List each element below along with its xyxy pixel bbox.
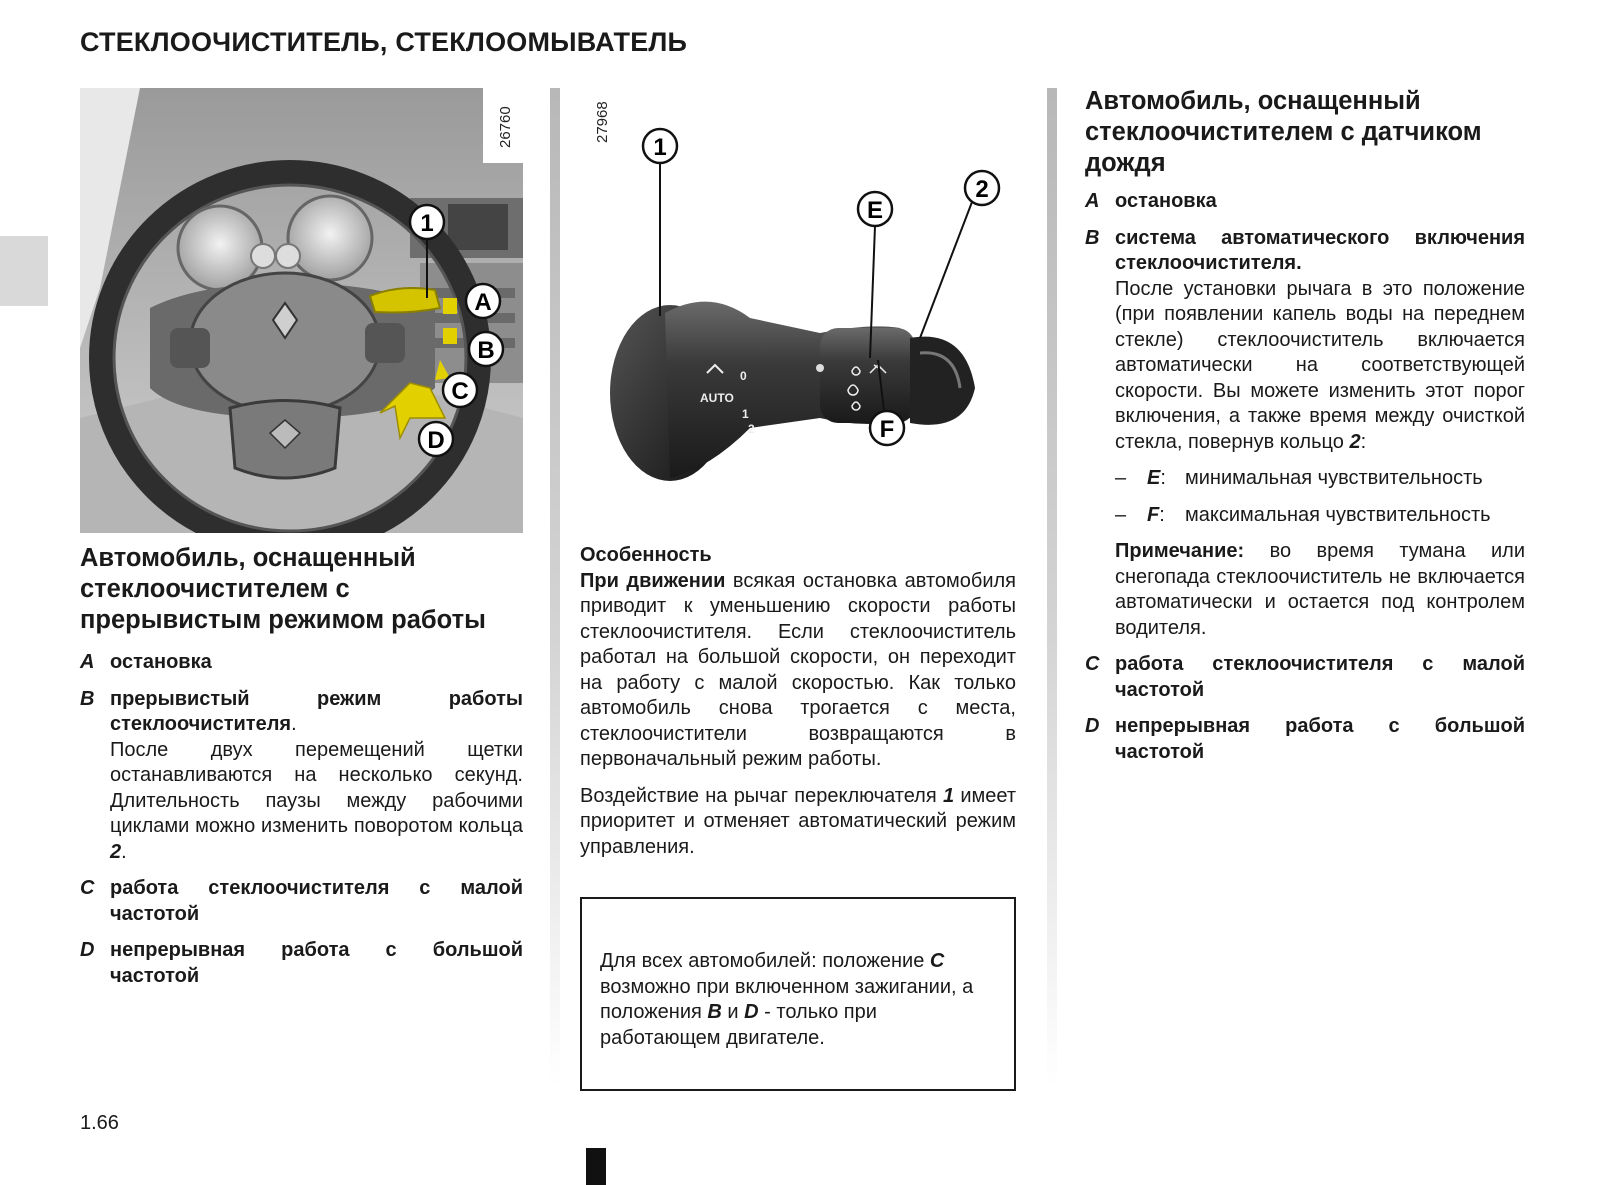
wiper-stalk-illustration xyxy=(580,88,1020,533)
rain-item-c: C работа стеклоочистителя с малой частотой xyxy=(1085,653,1525,701)
rain-item-b: B система автоматического включения стеклоочистителя. После установки рычага в это положение (при появлении капель воды на переднем стекле) стеклоочиститель включается автоматически на соответствующей скорости. Вы можете изменить этот порог включения, а также время между очисткой стекла, повернув кольцо 2: – E: минимальная чувствительность – F: максимальная чувствительность Примечание: во время тумана или снегопада стеклоочиститель не включается автоматически и остается под контролем водителя. xyxy=(1085,226,1525,642)
steering-wheel-figure xyxy=(80,88,523,533)
figure-ref-number: 27968 xyxy=(594,101,611,143)
left-column xyxy=(80,543,523,989)
ignition-note-box xyxy=(580,897,1016,1091)
ignition-note-text: Для всех автомобилей: положение C возможно при включенном зажигании, а положения B и D - только при работающем двигателе. xyxy=(600,950,974,1049)
mode-item-a: A остановка xyxy=(80,651,212,673)
stalk-label-auto: AUTO xyxy=(700,391,734,405)
figure-ref-number: 26760 xyxy=(497,106,514,148)
middle-column xyxy=(580,543,1016,860)
mode-item-c: C работа стеклоочистителя с малой частотой xyxy=(80,877,523,925)
mode-item-b: B прерывистый режим работы стеклоочистителя. После двух перемещений щетки останавливаются на несколько секунд. Длительность паузы между рабочими циклами можно изменить поворотом кольца 2. xyxy=(80,687,523,866)
sensitivity-item-f: – F: максимальная чувствительность xyxy=(1115,503,1491,526)
stalk-label-0: 0 xyxy=(740,369,747,383)
callout-1: 1 xyxy=(653,134,667,161)
page-title: СТЕКЛООЧИСТИТЕЛЬ, СТЕКЛООМЫВАТЕЛЬ xyxy=(80,27,688,57)
callout-2: 2 xyxy=(975,176,989,203)
page-edge-marker xyxy=(586,1148,606,1185)
special-note-title: Особенность xyxy=(580,544,712,566)
page-number: 1.66 xyxy=(80,1112,119,1134)
mode-b-description: После двух перемещений щетки останавливаются на несколько секунд. Длительность паузы между рабочими циклами можно изменить поворотом кольца 2. xyxy=(110,738,523,863)
steering-wheel-illustration xyxy=(80,88,523,533)
callout-a: A xyxy=(474,289,492,316)
special-note-text: При движении всякая остановка автомобиля приводит к уменьшению скорости работы стеклоочистителя. Если стеклоочиститель работал на большой скорости, он переходит на работу с малой скоростью. Как только автомобиль снова трогается с места, стеклоочистители возвращаются в первоначальный режим работы. xyxy=(580,569,1016,770)
callout-c: C xyxy=(451,378,469,405)
callout-f: F xyxy=(879,416,895,443)
mode-item-d: D непрерывная работа с большой частотой xyxy=(80,939,523,987)
rain-b-description: После установки рычага в это положение (при появлении капель воды на переднем стекле) стеклоочиститель включается автоматически на соответствующей скорости. Вы можете изменить этот порог включения, а также время между очисткой стекла, повернув кольцо 2: xyxy=(1115,277,1525,453)
stalk-label-2: 2 xyxy=(748,422,755,436)
column-separator xyxy=(550,88,560,1088)
wiper-stalk-figure xyxy=(580,88,1020,533)
callout-e: E xyxy=(866,197,884,224)
fog-note: Примечание: во время тумана или снегопада стеклоочиститель не включается автоматически и остается под контролем водителя. xyxy=(1115,540,1525,639)
section-heading-intermittent: Автомобиль, оснащенный стеклоочистителем с прерывистым режимом работы xyxy=(80,544,486,634)
right-column xyxy=(1085,86,1525,765)
callout-b: B xyxy=(477,337,495,364)
priority-note: Воздействие на рычаг переключателя 1 имеет приоритет и отменяет автоматический режим управления. xyxy=(580,784,1016,858)
callout-d: D xyxy=(427,427,445,454)
section-heading-rain-sensor: Автомобиль, оснащенный стеклоочистителем с датчиком дождя xyxy=(1085,87,1482,177)
column-separator xyxy=(1047,88,1057,1088)
sensitivity-item-e: – E: минимальная чувствительность xyxy=(1115,467,1483,489)
rain-item-d: D непрерывная работа с большой частотой xyxy=(1085,715,1525,763)
callout-1: 1 xyxy=(420,210,434,237)
section-tab xyxy=(0,236,48,306)
stalk-label-1: 1 xyxy=(742,407,749,421)
rain-item-a: A остановка xyxy=(1085,190,1217,212)
